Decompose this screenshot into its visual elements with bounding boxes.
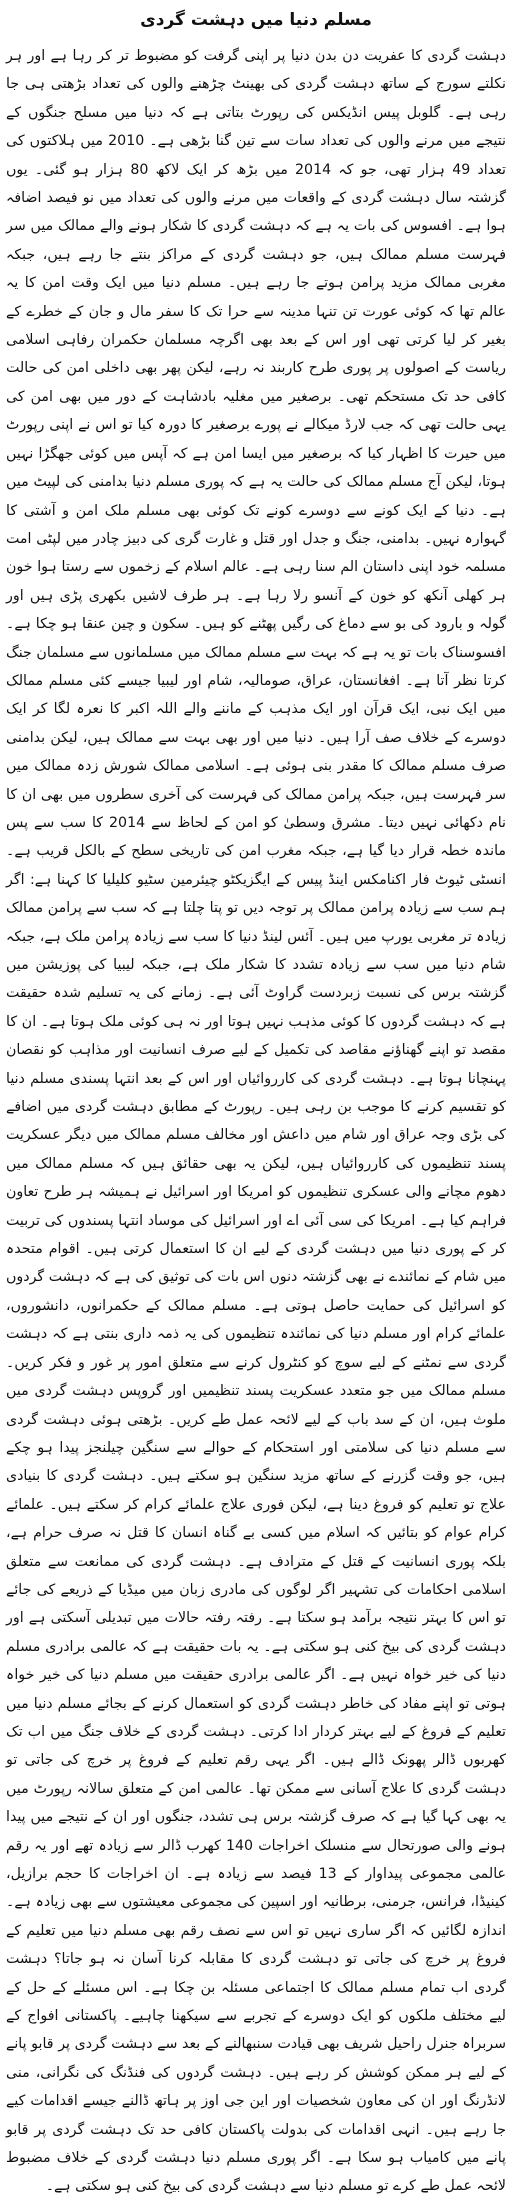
article-body — [6, 42, 506, 2195]
article-headline: مسلم دنیا میں دہشت گردی — [140, 10, 372, 30]
article-body-text: دہشت گردی کا عفریت دن بدن دنیا پر اپنی گرفت کو مضبوط تر کر رہا ہے اور ہر نکلتے سورج کے ساتھ دہشت گردی کی بھینٹ چڑھنے والوں کی تعداد بڑھتی ہی جا رہی ہے۔ گلوبل پیس انڈیکس کی رپورٹ بتاتی ہے کہ دنیا میں مسلح جنگوں کے نتیجے میں مرنے والوں کی تعداد سات سے تین گنا بڑھی ہے۔ 2010 میں ہلاکتوں کی تعداد 49 ہزار تھی، جو کہ 2014 میں بڑھ کر ایک لاکھ 80 ہزار ہو گئی۔ یوں گزشتہ سال دہشت گردی کے واقعات میں مرنے والوں کی تعداد میں نو فیصد اضافہ ہوا ہے۔ افسوس کی بات یہ ہے کہ دہشت گردی کا شکار ہونے والے ممالک میں سر فہرست مسلم ممالک ہیں، جو دہشت گردی کے مراکز بنتے جا رہے ہیں، جبکہ مغربی ممالک مزید پرامن ہوتے جا رہے ہیں۔ مسلم دنیا میں ایک وقت امن کا یہ عالم تھا کہ کوئی عورت تن تنہا مدینہ سے حرا تک کا سفر مال و جان کے خطرے کے بغیر کر لیا کرتی تھی اور اس کے بعد بھی اگرچہ مسلمان حکمران رفاہی اسلامی ریاست کے اصولوں پر پوری طرح کاربند نہ رہے، لیکن پھر بھی داخلی امن کی حالت کافی حد تک مستحکم تھی۔ برصغیر میں مغلیہ بادشاہت کے دور میں بھی امن کی یہی حالت تھی کہ جب لارڈ میکالے نے پورے برصغیر کا دورہ کیا تو اس نے اپنی رپورٹ میں حیرت کا اظہار کیا کہ برصغیر میں ایسا امن ہے کہ آپس میں کوئی جھگڑا نہیں ہوتا، لیکن آج مسلم ممالک کی حالت یہ ہے کہ پوری مسلم دنیا بدامنی کی لپیٹ میں ہے۔ دنیا کے ایک کونے سے دوسرے کونے تک کوئی بھی مسلم ملک امن و آشتی کا گہوارہ نہیں۔ بدامنی، جنگ و جدل اور قتل و غارت گری کی دبیز چادر میں لپٹی امت مسلمہ خود اپنی داستان الم سنا رہی ہے۔ عالم اسلام کے زخموں سے رستا ہوا خون ہر کھلی آنکھ کو خون کے آنسو رلا رہا ہے۔ ہر طرف لاشیں بکھری پڑی ہیں اور گولہ و بارود کی بو سے دماغ کی رگیں پھٹنے کو ہیں۔ سکون و چین عنقا ہو چکا ہے۔ افسوسناک بات تو یہ ہے کہ بہت سے مسلم ممالک میں مسلمانوں سے مسلمان جنگ کرتا نظر آتا ہے۔ افغانستان، عراق، صومالیہ، شام اور لیبیا جیسے کئی مسلم ممالک میں ایک نبی، ایک قرآن اور ایک مذہب کے ماننے والے اللہ اکبر کا نعرہ لگا کر ایک دوسرے کے خلاف صف آرا ہیں۔ دنیا میں اور بھی بہت سے ممالک ہیں، لیکن بدامنی صرف مسلم ممالک کا مقدر بنی ہوئی ہے۔ اسلامی ممالک شورش زدہ ممالک میں سر فہرست ہیں، جبکہ پرامن ممالک کی فہرست کی آخری سطروں میں بھی ان کا نام دکھائی نہیں دیتا۔ مشرق وسطیٰ کو امن کے لحاظ سے 2014 کا سب سے پس ماندہ خطہ قرار دیا گیا ہے، جبکہ مغرب امن کی تاریخی سطح کے بالکل قریب ہے۔ انسٹی ٹیوٹ فار اکنامکس اینڈ پیس کے ایگزیکٹو چیئرمین سٹیو کلیلیا کا کہنا ہے: اگر ہم سب سے زیادہ پرامن ممالک پر توجہ دیں تو پتا چلتا ہے کہ سب سے پرامن ممالک زیادہ تر مغربی یورپ میں ہیں۔ آئس لینڈ دنیا کا سب سے زیادہ پرامن ملک ہے، جبکہ شام دنیا میں سب سے زیادہ تشدد کا شکار ملک ہے، جبکہ لیبیا کی پوزیشن میں گزشتہ برس کی نسبت زبردست گراوٹ آئی ہے۔ زمانے کی یہ تسلیم شدہ حقیقت ہے کہ دہشت گردوں کا کوئی مذہب نہیں ہوتا اور نہ ہی کوئی ملک ہوتا ہے۔ ان کا مقصد تو اپنے گھناؤنے مقاصد کی تکمیل کے لیے صرف انسانیت اور مذاہب کو نقصان پہنچانا ہوتا ہے۔ دہشت گردی کی کارروائیاں اور اس کے بعد انتہا پسندی مسلم دنیا کو تقسیم کرنے کا موجب بن رہی ہیں۔ رپورٹ کے مطابق دہشت گردی میں اضافے کی بڑی وجہ عراق اور شام میں داعش اور مخالف مسلم ممالک میں دیگر عسکریت پسند تنظیموں کی کارروائیاں ہیں، لیکن یہ بھی حقائق ہیں کہ مسلم ممالک میں دھوم مچانے والی عسکری تنظیموں کو امریکا اور اسرائیل نے ہمیشہ ہر طرح تعاون فراہم کیا ہے۔ امریکا کی سی آئی اے اور اسرائیل کی موساد انتہا پسندوں کی تربیت کر کے پوری دنیا میں دہشت گردی کے لیے ان کا استعمال کرتی ہیں۔ اقوام متحدہ میں شام کے نمائندے نے بھی گزشتہ دنوں اس بات کی توثیق کی ہے کہ دہشت گردوں کو اسرائیل کی حمایت حاصل ہوتی ہے۔ مسلم ممالک کے حکمرانوں، دانشوروں، علمائے کرام اور مسلم دنیا کی نمائندہ تنظیموں کی یہ ذمہ داری بنتی ہے کہ دہشت گردی سے نمٹنے کے لیے سوچ کو کنٹرول کرنے سے متعلق امور پر غور و فکر کریں۔ مسلم ممالک میں جو متعدد عسکریت پسند تنظیمیں اور گروپس دہشت گردی میں ملوث ہیں، ان کے سد باب کے لیے لائحہ عمل طے کریں۔ بڑھتی ہوئی دہشت گردی سے مسلم دنیا کی سلامتی اور استحکام کے حوالے سے سنگین چیلنجز پیدا ہو چکے ہیں، جو وقت گزرنے کے ساتھ مزید سنگین ہو سکتے ہیں۔ دہشت گردی کا بنیادی علاج تو تعلیم کو فروغ دینا ہے، لیکن فوری علاج علمائے کرام کر سکتے ہیں۔ علمائے کرام عوام کو بتائیں کہ اسلام میں کسی بے گناہ انسان کا قتل نہ صرف حرام ہے، بلکہ پوری انسانیت کے قتل کے مترادف ہے۔ دہشت گردی کی ممانعت سے متعلق اسلامی احکامات کی تشہیر اگر لوگوں کی مادری زبان میں میڈیا کے ذریعے کی جائے تو اس کا بہتر نتیجہ برآمد ہو سکتا ہے۔ رفتہ رفتہ حالات میں تبدیلی آسکتی ہے اور دہشت گردی کی بیخ کنی ہو سکتی ہے۔ یہ بات حقیقت ہے کہ عالمی برادری مسلم دنیا کی خیر خواہ نہیں ہے۔ اگر عالمی برادری حقیقت میں مسلم دنیا کی خیر خواہ ہوتی تو اپنے مفاد کی خاطر دہشت گردی کو استعمال کرنے کے بجائے مسلم دنیا میں تعلیم کے فروغ کے لیے بہتر کردار ادا کرتی۔ دہشت گردی کے خلاف جنگ میں اب تک کھربوں ڈالر پھونک ڈالے ہیں۔ اگر یہی رقم تعلیم کے فروغ پر خرچ کی جاتی تو دہشت گردی کا علاج آسانی سے ممکن تھا۔ عالمی امن کے متعلق سالانہ رپورٹ میں یہ بھی کہا گیا ہے کہ صرف گزشتہ برس ہی تشدد، جنگوں اور ان کے نتیجے میں پیدا ہونے والی صورتحال سے منسلک اخراجات 140 کھرب ڈالر سے زیادہ تھے اور یہ رقم عالمی مجموعی پیداوار کے 13 فیصد سے زیادہ ہے۔ ان اخراجات کا حجم برازیل، کینیڈا، فرانس، جرمنی، برطانیہ اور اسپین کی مجموعی معیشتوں سے بھی زیادہ ہے۔ اندازہ لگائیں کہ اگر ساری نہیں تو اس سے نصف رقم بھی مسلم دنیا میں تعلیم کے فروغ پر خرچ کی جاتی تو دہشت گردی کا مقابلہ کرنا آسان نہ ہو جاتا؟ دہشت گردی اب تمام مسلم ممالک کا اجتماعی مسئلہ بن چکا ہے۔ اس مسئلے کے حل کے لیے مختلف ملکوں کو ایک دوسرے کے تجربے سے سیکھنا چاہیے۔ پاکستانی افواج کے سربراہ جنرل راحیل شریف بھی قیادت سنبھالنے کے بعد سے دہشت گردی پر قابو پانے کے لیے ہر ممکن کوشش کر رہے ہیں۔ دہشت گردوں کی فنڈنگ کی نگرانی، منی لانڈرنگ اور ان کی معاون شخصیات اور این جی اوز پر ہاتھ ڈالنے جیسے اقدامات کیے جا رہے ہیں۔ انہی اقدامات کی بدولت پاکستان کافی حد تک دہشت گردی پر قابو پانے میں کامیاب ہو سکا ہے۔ اگر پوری مسلم دنیا دہشت گردی کے خلاف مضبوط لائحہ عمل طے کرے تو مسلم دنیا سے دہشت گردی کی بیخ کنی ہو سکتی ہے۔ — [6, 48, 506, 2195]
